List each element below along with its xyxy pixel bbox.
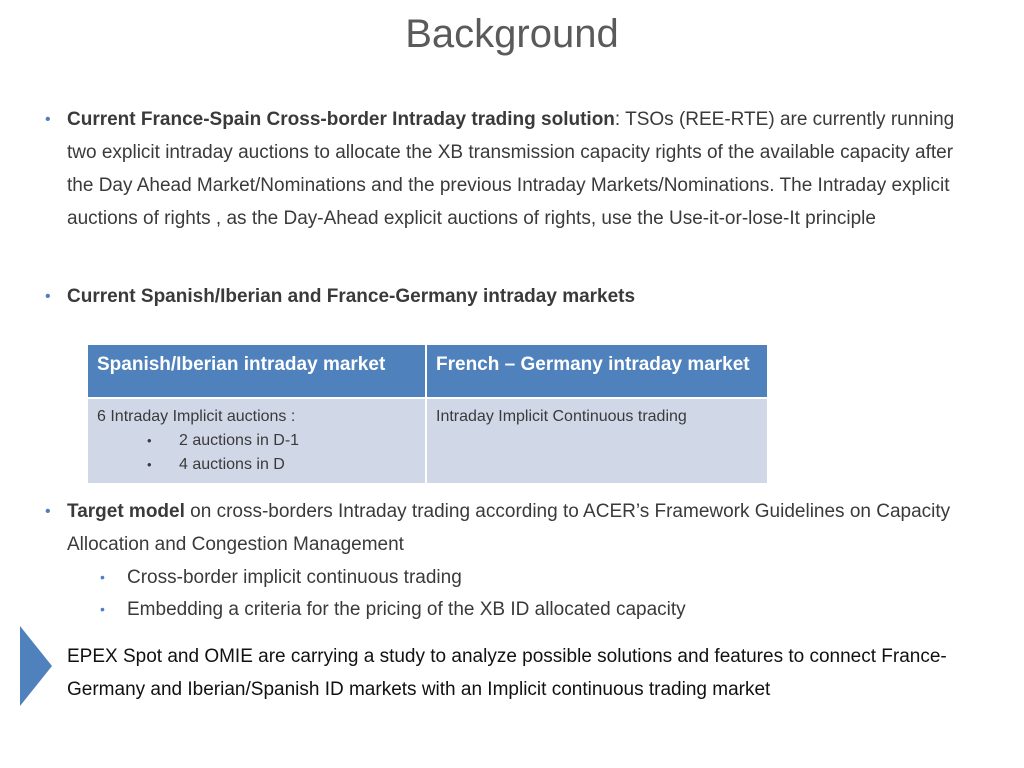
bullet-current-markets <box>45 280 972 313</box>
bullet-dot-icon: • <box>45 111 51 128</box>
table-header-spanish: Spanish/Iberian intraday market <box>87 344 426 398</box>
bullet-dot-icon: • <box>147 457 152 472</box>
bullet-target-model <box>45 495 972 561</box>
sub-bullet-text: Embedding a criteria for the pricing of the XB ID allocated capacity <box>127 599 686 620</box>
table-cell-spanish <box>87 398 426 484</box>
bullet-target-model-text: on cross-borders Intraday trading according to ACER’s Framework Guidelines on Capacity Allocation and Congestion Management <box>67 501 951 555</box>
sub-bullet-pricing <box>100 593 686 626</box>
cell-list-item-text: 2 auctions in D-1 <box>179 432 300 449</box>
bullet-current-solution <box>45 103 972 235</box>
bullet-current-markets-bold: Current Spanish/Iberian and France-Germany intraday markets <box>67 286 636 307</box>
bullet-dot-icon: • <box>100 601 105 617</box>
cell-list-item-text: 4 auctions in D <box>179 456 285 473</box>
table-header-french-german: French – Germany intraday market <box>426 344 768 398</box>
table-header-row <box>87 344 768 398</box>
conclusion-text: EPEX Spot and OMIE are carrying a study to analyze possible solutions and features to connect France-Germany and Iberian/Spanish ID markets with an Implicit continuous trading market <box>67 646 947 700</box>
bullet-target-model-bold: Target model <box>67 501 185 522</box>
sub-bullet-text: Cross-border implicit continuous trading <box>127 567 462 588</box>
cell-list-item <box>97 453 416 477</box>
markets-table <box>86 343 769 485</box>
cell-list-item <box>97 429 416 453</box>
bullet-current-solution-bold: Current France-Spain Cross-border Intraday trading solution <box>67 109 615 130</box>
bullet-dot-icon: • <box>45 503 51 520</box>
cell-title: 6 Intraday Implicit auctions : <box>97 408 296 425</box>
bullet-current-solution-text: : TSOs (REE-RTE) are currently running two explicit intraday auctions to allocate the XB transmission capacity rights of the available capacity after the Day Ahead Market/Nominations and the previous Intraday Markets/Nominations. The Intraday explicit auctions of rights , as the Day-Ahead explicit auctions of rights, use the Use-it-or-lose-It principle <box>67 109 955 229</box>
bullet-dot-icon: • <box>45 288 51 305</box>
slide-title: Background <box>405 12 619 56</box>
table-row <box>87 398 768 484</box>
table-cell-french-german: Intraday Implicit Continuous trading <box>426 398 768 484</box>
bullet-dot-icon: • <box>147 433 152 448</box>
sub-bullet-continuous-trading <box>100 561 462 594</box>
right-triangle-arrow-icon <box>20 626 52 706</box>
bullet-dot-icon: • <box>100 569 105 585</box>
